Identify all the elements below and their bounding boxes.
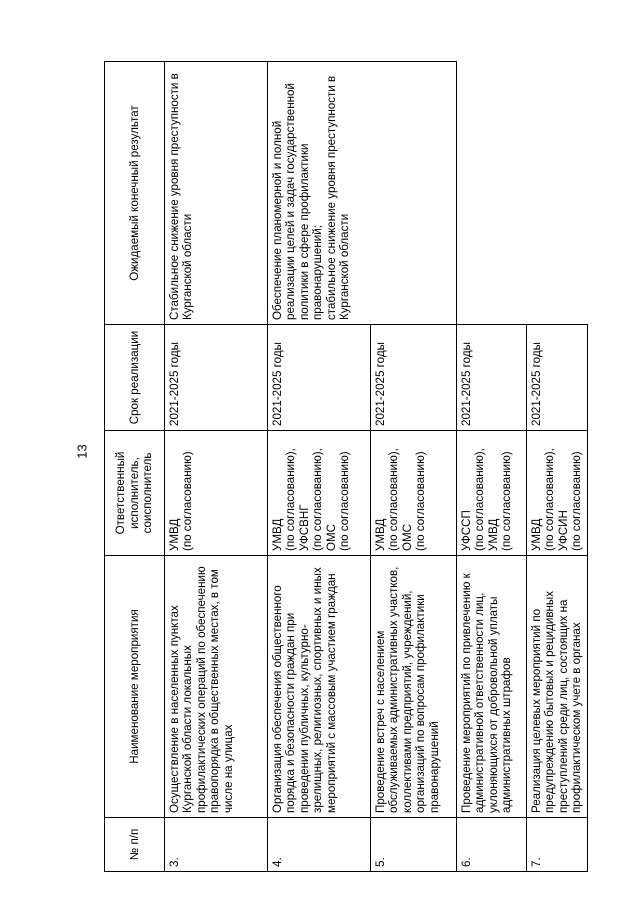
header-num: № п/п [105,818,165,872]
row-result: Обеспечение планомерной и полной реализации целей и задач государственной политики в сфере профилактики правонарушений; стабильное снижение уровня преступности в Курганской области [268,62,457,325]
row-period: 2021-2025 годы [457,325,527,431]
header-result: Ожидаемый конечный результат [105,62,165,325]
table-header-row [105,62,165,872]
row-responsible: УМВД (по согласованию), ОМС (по согласованию) [371,431,457,556]
rotated-table-wrapper [104,62,584,872]
measures-table [104,61,588,872]
row-num: 7. [527,818,588,872]
table-row [268,62,371,872]
row-responsible: УМВД (по согласованию) [165,431,268,556]
page-number: 13 [74,444,90,459]
row-name: Проведение встреч с населением обслуживаемых административных участков, коллективами предприятий, учреждений, организаций по вопросам профилактики правонарушений [371,556,457,818]
row-num: 6. [457,818,527,872]
row-num: 3. [165,818,268,872]
row-num: 5. [371,818,457,872]
header-name: Наименование мероприятия [105,556,165,818]
row-responsible: УМВД (по согласованию), УФСВНГ (по согласованию), ОМС (по согласованию) [268,431,371,556]
row-result: Стабильное снижение уровня преступности в Курганской области [165,62,268,325]
row-period: 2021-2025 годы [527,325,588,431]
row-period: 2021-2025 годы [165,325,268,431]
table-row [165,62,268,872]
row-name: Осуществление в населенных пунктах Курганской области локальных профилактических операций по обеспечению правопорядка в общественных местах, в том числе на улицах [165,556,268,818]
row-name: Организация обеспечения общественного порядка и безопасности граждан при проведении публичных, культурно-зрелищных, религиозных, спортивных и иных мероприятий с массовым участием граждан [268,556,371,818]
row-responsible: УФССП (по согласованию), УМВД (по согласованию) [457,431,527,556]
header-period: Срок реализации [105,325,165,431]
row-responsible: УМВД (по согласованию), УФСИН (по согласованию) [527,431,588,556]
row-name: Проведение мероприятий по привлечению к административной ответственности лиц, уклоняющихся от добровольной уплаты административных штрафов [457,556,527,818]
empty-cell [457,62,588,325]
row-num: 4. [268,818,371,872]
row-name: Реализация целевых мероприятий по предупреждению бытовых и рецидивных преступлений среди лиц, состоящих на профилактическом учете в органах [527,556,588,818]
row-period: 2021-2025 годы [268,325,371,431]
header-responsible: Ответственный исполнитель, соисполнитель [105,431,165,556]
row-period: 2021-2025 годы [371,325,457,431]
table-row [457,62,527,872]
